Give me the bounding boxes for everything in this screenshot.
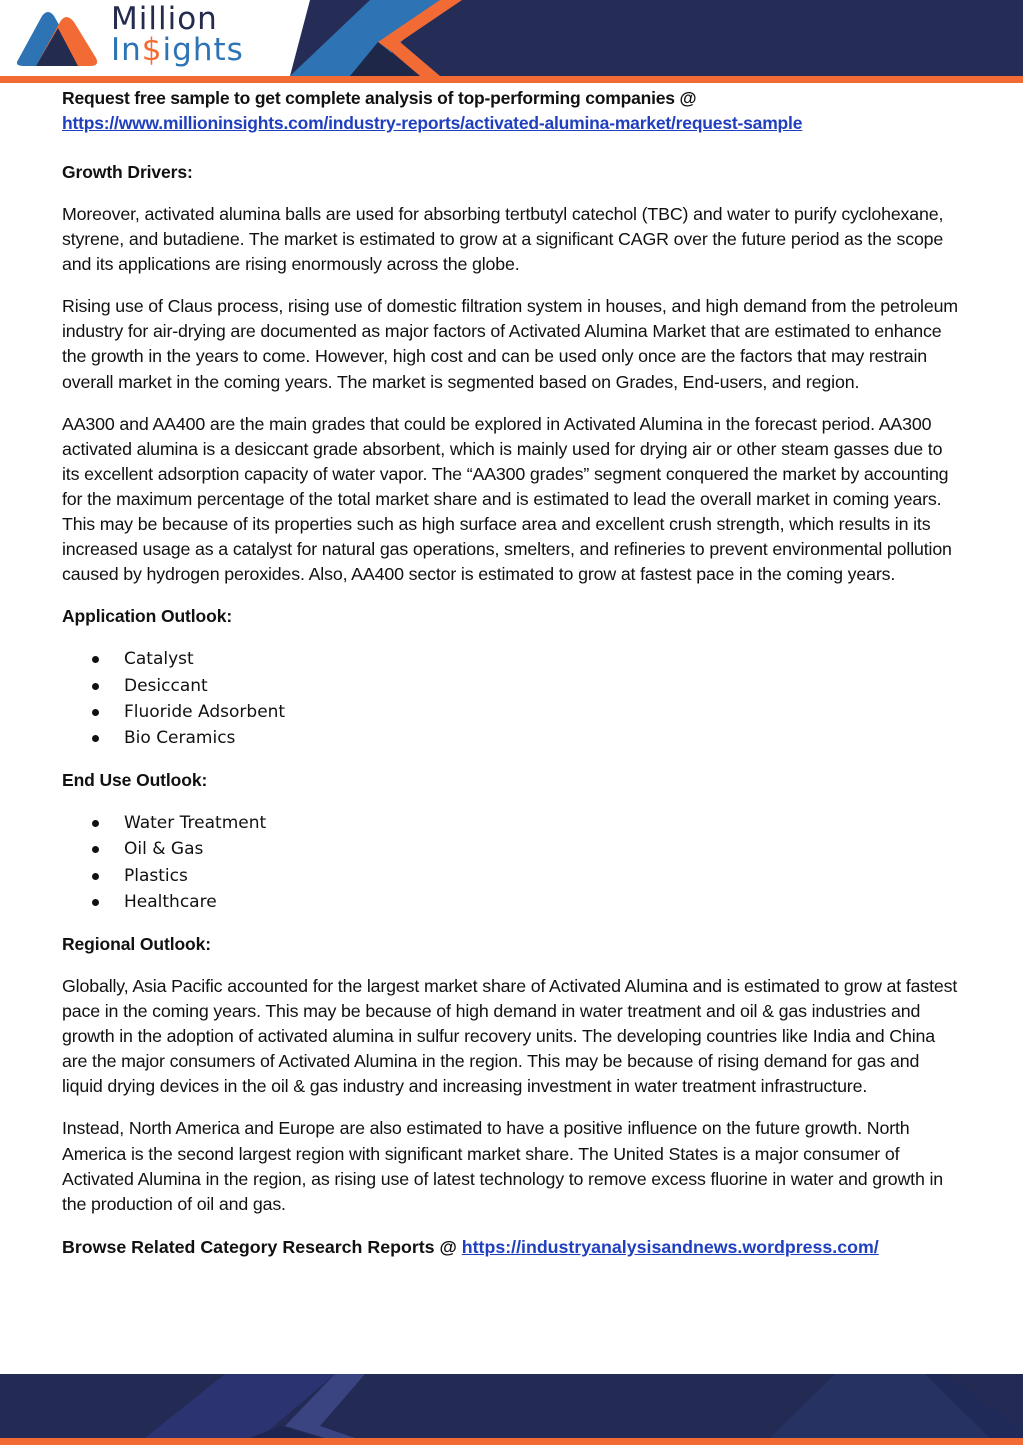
application-outlook-list — [62, 646, 962, 751]
growth-paragraph-1: Moreover, activated alumina balls are used for absorbing tertbutyl catechol (TBC) and water to purify cyclohexane, styrene, and butadiene. The market is estimated to grow at a significant CAGR over the future period as the scope and its applications are rising enormously across the globe. — [62, 204, 944, 275]
bullet-icon — [92, 656, 99, 663]
list-item — [62, 889, 962, 915]
bullet-icon — [92, 709, 99, 716]
logo-dollar-sign: $ — [141, 32, 163, 68]
list-item-label: Bio Ceramics — [124, 727, 236, 748]
logo-insights-prefix: In — [111, 32, 142, 68]
regional-paragraph-1: Globally, Asia Pacific accounted for the largest market share of Activated Alumina and is estimated to grow at fastest pace in the coming years. This may be because of high demand in water treatment and oil & gas industries and growth in the adoption of activated alumina in sulfur recovery units. The developing countries like India and China are the major consumers of Activated Alumina in the region. This may be because of rising demand for gas and liquid drying devices in the oil & gas industry and increasing investment in water treatment infrastructure. — [62, 975, 958, 1097]
list-item-label: Fluoride Adsorbent — [124, 701, 286, 722]
logo-line-million: Million — [111, 1, 218, 37]
growth-drivers-heading: Growth Drivers: — [62, 162, 193, 182]
list-item-label: Plastics — [124, 865, 188, 886]
bullet-icon — [92, 820, 99, 827]
browse-related-text: Browse Related Category Research Reports @ — [62, 1236, 462, 1257]
bullet-icon — [92, 873, 99, 880]
logo-wordmark — [111, 1, 244, 68]
list-item — [62, 863, 962, 889]
logo-line-insights — [111, 32, 244, 68]
regional-outlook-heading: Regional Outlook: — [62, 933, 211, 954]
footer-graphic — [0, 1374, 1023, 1448]
bullet-icon — [92, 735, 99, 742]
growth-paragraph-3: AA300 and AA400 are the main grades that could be explored in Activated Alumina in the forecast period. AA300 activated alumina is a desiccant grade absorbent, which is mainly used for drying air or other steam gasses due to its excellent adsorption capacity of water vapor. The “AA300 grades” segment conquered the market by accounting for the maximum percentage of the total market share and is estimated to lead the overall market in coming years. This may be because of its properties such as high surface area and excellent crush strength, which results in its increased usage as a catalyst for natural gas operations, smelters, and refineries to prevent environmental pollution caused by hydrogen peroxides. Also, AA400 sector is estimated to grow at fastest pace in the coming years. — [62, 413, 952, 585]
list-item-label: Desiccant — [124, 675, 208, 696]
application-outlook-heading: Application Outlook: — [62, 606, 233, 627]
list-item — [62, 699, 962, 725]
regional-paragraph-2: Instead, North America and Europe are also estimated to have a positive influence on the future growth. North America is the second largest region with significant market share. The United States is a major consumer of Activated Alumina in the region, as rising use of latest technology to remove excess fluorine in water and growth in the production of oil and gas. — [62, 1118, 944, 1214]
header-banner — [0, 0, 1023, 84]
bullet-icon — [92, 846, 99, 853]
request-sample-text: Request free sample to get complete analysis of top-performing companies @ — [62, 88, 697, 108]
footer-banner — [0, 1374, 1023, 1448]
bullet-icon — [92, 683, 99, 690]
browse-related-link[interactable]: https://industryanalysisandnews.wordpress.com/ — [461, 1236, 879, 1257]
browse-related-block — [62, 1235, 962, 1260]
list-item — [62, 725, 962, 751]
end-use-outlook-heading: End Use Outlook: — [62, 770, 208, 791]
end-use-outlook-list — [62, 810, 962, 915]
bullet-icon — [92, 899, 99, 906]
request-sample-block — [62, 86, 962, 136]
logo-insights-suffix: ights — [162, 32, 244, 68]
list-item — [62, 836, 962, 862]
list-item-label: Catalyst — [124, 649, 194, 670]
list-item-label: Water Treatment — [124, 813, 267, 834]
list-item — [62, 646, 962, 672]
list-item — [62, 810, 962, 836]
list-item-label: Healthcare — [124, 891, 217, 912]
list-item — [62, 673, 962, 699]
list-item-label: Oil & Gas — [124, 839, 204, 860]
document-body — [62, 84, 962, 1260]
request-sample-link[interactable]: https://www.millioninsights.com/industry-reports/activated-alumina-market/request-sample — [62, 113, 803, 133]
growth-paragraph-2: Rising use of Claus process, rising use of domestic filtration system in houses, and high demand from the petroleum industry for air-drying are documented as major factors of Activated Alumina Market that are estimated to enhance the growth in the years to come. However, high cost and can be used only once are the factors that may restrain overall market in the coming years. The market is segmented based on Grades, End-users, and region. — [62, 296, 958, 392]
